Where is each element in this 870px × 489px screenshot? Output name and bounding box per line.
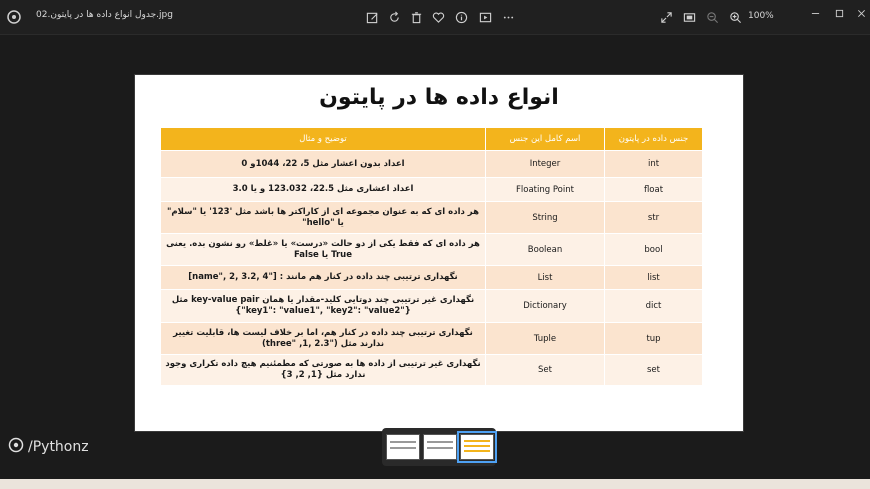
table-row xyxy=(161,355,703,386)
header-full-name: اسم کامل این جنس xyxy=(486,128,605,151)
row-full-name: Integer xyxy=(486,151,605,178)
zoom-out-icon[interactable] xyxy=(703,8,721,26)
thumbnail[interactable] xyxy=(423,434,457,460)
row-description: اعداد بدون اعشار مثل 5، 22، 1044و 0 xyxy=(161,151,486,178)
row-type: int xyxy=(605,151,703,178)
favorite-icon[interactable] xyxy=(429,8,447,26)
row-description: هر داده ای که فقط یکی از دو حالت «درست» یا «غلط» رو نشون بده. یعنی True یا False xyxy=(161,234,486,266)
more-icon[interactable] xyxy=(499,8,517,26)
row-type: set xyxy=(605,355,703,386)
row-full-name: Set xyxy=(486,355,605,386)
slideshow-icon[interactable] xyxy=(476,8,494,26)
row-description: نگهداری ترتیبی چند داده در کنار هم، اما بر خلاف لیست ها، قابلیت تغییر ندارند مثل ("three" ,1, 2.3) xyxy=(161,323,486,355)
header-description: توضیح و مثال xyxy=(161,128,486,151)
row-type: float xyxy=(605,178,703,202)
header-type: جنس داده در پایتون xyxy=(605,128,703,151)
slide-title: انواع داده ها در پایتون xyxy=(319,85,559,110)
filmstrip xyxy=(382,428,496,466)
watermark xyxy=(8,437,89,457)
row-type: bool xyxy=(605,234,703,266)
maximize-icon[interactable] xyxy=(832,6,846,20)
bottom-edge xyxy=(0,479,870,489)
table-header-row xyxy=(161,128,703,151)
displayed-image xyxy=(135,75,743,431)
table-row xyxy=(161,323,703,355)
photos-app-icon xyxy=(6,9,22,25)
thumbnail-active[interactable] xyxy=(460,434,494,460)
title-bar xyxy=(0,0,870,35)
table-row xyxy=(161,202,703,234)
row-full-name: Boolean xyxy=(486,234,605,266)
minimize-icon[interactable] xyxy=(808,6,822,20)
file-title: 02.جدول انواع داده ها در پایتون.jpg xyxy=(36,10,173,20)
delete-icon[interactable] xyxy=(407,8,425,26)
row-full-name: List xyxy=(486,266,605,290)
table-row xyxy=(161,151,703,178)
row-full-name: String xyxy=(486,202,605,234)
rotate-icon[interactable] xyxy=(385,8,403,26)
edit-icon[interactable] xyxy=(363,8,381,26)
thumbnail[interactable] xyxy=(386,434,420,460)
zoom-level: 100% xyxy=(748,11,774,21)
row-description: نگهداری غیر ترتیبی چند دوتایی کلید-مقدار یا همان key-value pair مثل {"key1": "value1", "key2": "value2"} xyxy=(161,290,486,323)
close-icon[interactable] xyxy=(854,6,868,20)
row-type: tup xyxy=(605,323,703,355)
python-logo-icon xyxy=(8,437,24,457)
table-row xyxy=(161,290,703,323)
row-full-name: Tuple xyxy=(486,323,605,355)
table-row xyxy=(161,234,703,266)
fit-icon[interactable] xyxy=(680,8,698,26)
zoom-in-icon[interactable] xyxy=(726,8,744,26)
row-description: اعداد اعشاری مثل 22.5، 123.032 و یا 3.0 xyxy=(161,178,486,202)
row-description: هر داده ای که به عنوان مجموعه ای از کاراکتر ها باشد مثل '123' یا "سلام" یا "hello" xyxy=(161,202,486,234)
row-full-name: Dictionary xyxy=(486,290,605,323)
fullscreen-icon[interactable] xyxy=(657,8,675,26)
watermark-text: /Pythonz xyxy=(28,439,89,455)
data-types-table xyxy=(160,127,703,386)
row-full-name: Floating Point xyxy=(486,178,605,202)
row-description: نگهداری غیر ترتیبی از داده ها به صورتی که مطمئنیم هیچ داده تکراری وجود ندارد مثل {1, 2, 3} xyxy=(161,355,486,386)
info-icon[interactable] xyxy=(452,8,470,26)
row-type: list xyxy=(605,266,703,290)
row-type: dict xyxy=(605,290,703,323)
table-row xyxy=(161,266,703,290)
table-row xyxy=(161,178,703,202)
row-description: نگهداری ترتیبی چند داده در کنار هم مانند : ["name", 2, 3.2, 4] xyxy=(161,266,486,290)
row-type: str xyxy=(605,202,703,234)
